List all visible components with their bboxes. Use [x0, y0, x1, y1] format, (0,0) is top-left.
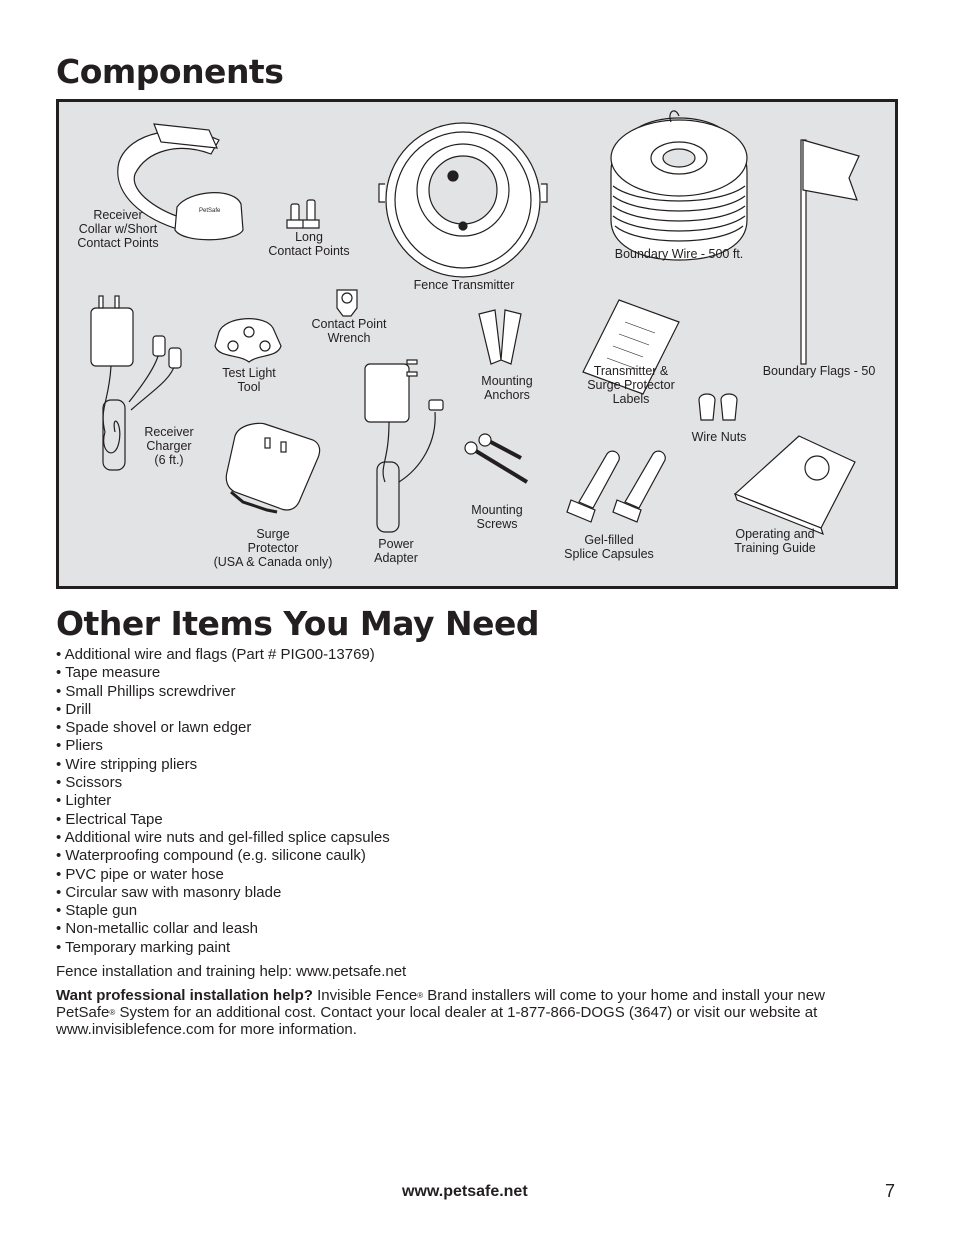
list-item: • Circular saw with masonry blade — [56, 884, 390, 902]
svg-text:PetSafe: PetSafe — [199, 208, 221, 214]
surge-protector-illustration — [226, 423, 319, 512]
list-item: • Pliers — [56, 737, 390, 755]
label-boundary-flags: Boundary Flags - 50 — [762, 364, 876, 378]
label-receiver-collar: Receiver Collar w/Short Contact Points — [77, 208, 159, 250]
label-mounting-screws: Mounting Screws — [471, 503, 523, 531]
list-item: • Additional wire and flags (Part # PIG00-13769) — [56, 646, 390, 664]
power-adapter-illustration — [365, 360, 443, 532]
label-long-contact-points: Long Contact Points — [268, 230, 350, 258]
label-test-light-tool: Test Light Tool — [222, 366, 276, 394]
long-contact-points-illustration — [287, 200, 319, 228]
list-item: • Spade shovel or lawn edger — [56, 719, 390, 737]
list-item: • Additional wire nuts and gel-filled splice capsules — [56, 829, 390, 847]
boundary-wire-spool-illustration — [611, 111, 747, 260]
list-item: • Wire stripping pliers — [56, 756, 390, 774]
label-surge-protector: Surge Protector (USA & Canada only) — [213, 527, 333, 569]
components-heading: Components — [56, 52, 284, 91]
footer-url: www.petsafe.net — [402, 1183, 528, 1200]
label-receiver-charger: Receiver Charger (6 ft.) — [144, 425, 194, 467]
list-item: • Tape measure — [56, 664, 390, 682]
label-contact-point-wrench: Contact Point Wrench — [311, 317, 387, 345]
guide-booklet-illustration — [735, 436, 855, 534]
registered-mark: ® — [109, 1008, 116, 1017]
label-fence-transmitter: Fence Transmitter — [413, 278, 515, 292]
pro-text-1: Invisible Fence — [312, 987, 418, 1004]
wire-nuts-illustration — [699, 394, 737, 420]
fence-transmitter-illustration — [379, 123, 547, 277]
contact-point-wrench-illustration — [337, 290, 357, 316]
other-items-list — [56, 646, 390, 957]
list-item: • Waterproofing compound (e.g. silicone caulk) — [56, 847, 390, 865]
test-light-tool-illustration — [215, 319, 281, 362]
professional-installation-text — [56, 987, 886, 1038]
pro-text-3: System for an additional cost. Contact your local dealer at 1-877-866-DOGS (3647) or visit our website at www.invisiblefence.com for more information. — [56, 1004, 818, 1038]
label-mounting-anchors: Mounting Anchors — [481, 374, 533, 402]
list-item: • PVC pipe or water hose — [56, 866, 390, 884]
label-wire-nuts: Wire Nuts — [691, 430, 747, 444]
page-number: 7 — [885, 1181, 896, 1201]
list-item: • Small Phillips screwdriver — [56, 683, 390, 701]
pro-install-question: Want professional installation help? — [56, 987, 313, 1004]
list-item: • Scissors — [56, 774, 390, 792]
installation-help-text: Fence installation and training help: www.petsafe.net — [56, 963, 407, 980]
list-item: • Drill — [56, 701, 390, 719]
boundary-flag-illustration — [801, 140, 859, 364]
splice-capsules-illustration — [567, 451, 665, 522]
pro-text-2: Brand installers will come to your home and install your new PetSafe — [56, 987, 825, 1021]
label-transmitter-labels: Transmitter & Surge Protector Labels — [587, 364, 675, 406]
list-item: • Electrical Tape — [56, 811, 390, 829]
list-item: • Lighter — [56, 792, 390, 810]
mounting-screws-illustration — [465, 434, 527, 482]
mounting-anchors-illustration — [479, 310, 521, 364]
list-item: • Non-metallic collar and leash — [56, 920, 390, 938]
label-boundary-wire: Boundary Wire - 500 ft. — [614, 247, 744, 261]
label-power-adapter: Power Adapter — [374, 537, 418, 565]
components-panel — [56, 99, 898, 589]
label-splice-capsules: Gel-filled Splice Capsules — [564, 533, 654, 561]
list-item: • Staple gun — [56, 902, 390, 920]
label-guide: Operating and Training Guide — [734, 527, 816, 555]
list-item: • Temporary marking paint — [56, 939, 390, 957]
registered-mark: ® — [417, 991, 424, 1000]
other-items-heading: Other Items You May Need — [56, 604, 540, 643]
